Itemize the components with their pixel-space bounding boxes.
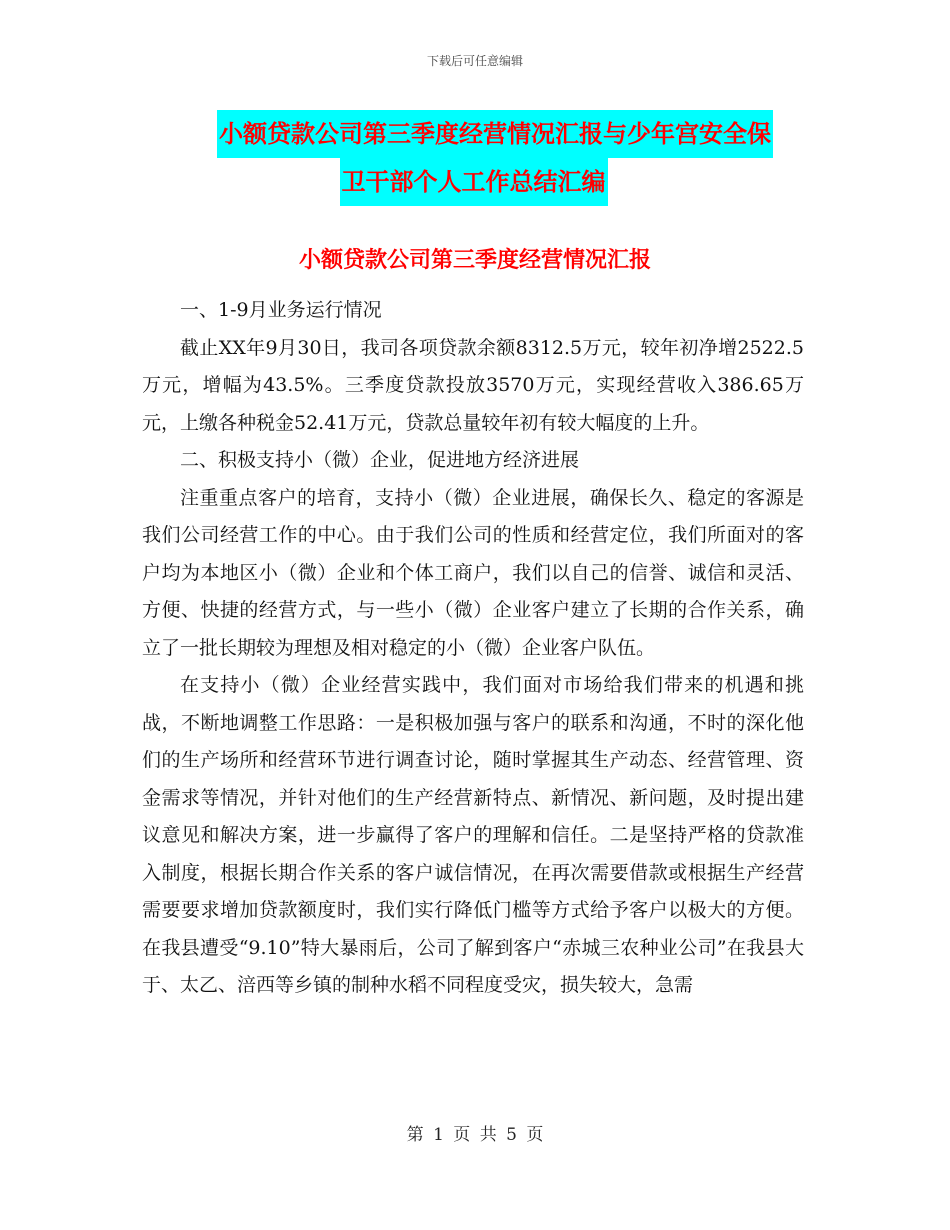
page-header-note: 下载后可任意编辑 xyxy=(426,54,523,68)
paragraph-practice: 在支持小（微）企业经营实践中，我们面对市场给我们带来的机遇和挑战，不断地调整工作思路：一是积极加强与客户的联系和沟通，不时的深化他们的生产场所和经营环节进行调查讨论，随时掌握其生产动态、经营管理、资金需求等情况，并针对他们的生产经营新特点、新情况、新问题，及时提出建议意见和解决方案，进一步赢得了客户的理解和信任。二是坚持严格的贷款准入制度，根据长期合作关系的客户诚信情况，在再次需要借款或根据生产经营需要要求增加贷款额度时，我们实行降低门槛等方式给予客户以极大的方便。在我县遭受“9.10”特大暴雨后，公司了解到客户“赤城三农种业公司”在我县大于、太乙、涪西等乡镇的制种水稻不同程度受灾，损失较大，急需 xyxy=(142,674,804,996)
document-title xyxy=(0,110,950,206)
document-title-line-1: 小额贷款公司第三季度经营情况汇报与少年宫安全保 xyxy=(217,110,773,158)
section-title: 小额贷款公司第三季度经营情况汇报 xyxy=(298,248,651,273)
heading-business-operation: 一、1-9月业务运行情况 xyxy=(180,299,382,321)
heading-support-small-enterprises: 二、积极支持小（微）企业，促进地方经济进展 xyxy=(180,449,580,471)
paragraph-key-customers: 注重重点客户的培育，支持小（微）企业进展，确保长久、稳定的客源是我们公司经营工作的中心。由于我们公司的性质和经营定位，我们所面对的客户均为本地区小（微）企业和个体工商户，我们以自己的信誉、诚信和灵活、方便、快捷的经营方式，与一些小（微）企业客户建立了长期的合作关系，确立了一批长期较为理想及相对稳定的小（微）企业客户队伍。 xyxy=(142,486,804,659)
document-title-line-2: 卫干部个人工作总结汇编 xyxy=(340,158,608,206)
document-body xyxy=(142,292,804,1005)
page-number: 第 1 页 共 5 页 xyxy=(406,1125,544,1145)
paragraph-loan-figures: 截止XX年9月30日，我司各项贷款余额8312.5万元，较年初净增2522.5万元，增幅为43.5%。三季度贷款投放3570万元，实现经营收入386.65万元，上缴各种税金52.41万元，贷款总量较年初有较大幅度的上升。 xyxy=(142,336,804,434)
